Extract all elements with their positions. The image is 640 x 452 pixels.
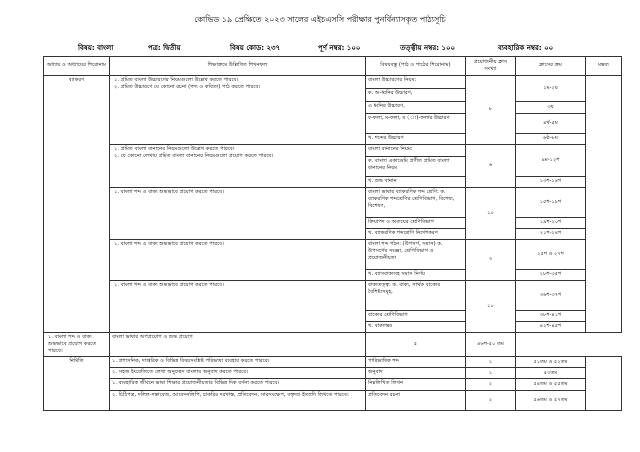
order-cell: ১৩শ-১৪শ xyxy=(516,177,586,188)
header-content: বিষয়বস্তু (পাঠ ও পাঠের শিরোনাম) xyxy=(366,57,466,76)
order-cell: ৩৮শ-৪১শ xyxy=(516,311,586,322)
table-row xyxy=(44,240,622,270)
order-cell: ২৮শ-৩৫শ xyxy=(516,270,586,281)
outcome-item: ২. প্রমিত উচ্চারণে যে কোনো রচনা (গদ্য ও কবিতা) পাঠ করতে পারবে। xyxy=(114,84,261,91)
header-order: ক্লাসের ক্রম xyxy=(516,57,586,76)
order-cell: ৬ষ্ঠ-৮ম xyxy=(516,134,586,145)
content-cell: বাক্যের শ্রেণিবিভাগ xyxy=(366,311,466,322)
content-cell: খ. শুদ্ধ বানান xyxy=(366,177,466,188)
outcome-item: ১. প্রশাসনিক, দাপ্তরিক ও বিভিন্ন বিষয়সংশ্লিষ্ট পরিভাষা ব্যবহার করতে পারবে। xyxy=(110,357,366,368)
outcome-item: ১. বাংলা শব্দ ও বাক্য শুদ্ধভাবে প্রয়োগ করতে পারবে। xyxy=(114,241,224,247)
content-cell: পারিভাষিক শব্দ xyxy=(366,357,466,368)
remarks-cell xyxy=(586,76,622,333)
chapter-composition: নির্মিতি xyxy=(44,357,110,411)
order-cell: ৯ম-১২শ xyxy=(516,145,586,177)
content-cell: বাংলা বানানের নিয়ম: xyxy=(366,145,466,157)
content-cell: প্রতিবেদন রচনা xyxy=(366,391,466,411)
table-row xyxy=(44,145,622,157)
content-cell: বাংলা উচ্চারণের নিয়ম: xyxy=(366,76,466,89)
order-cell: ৫৪তম ও ৫৫তম xyxy=(516,379,586,391)
table-row xyxy=(44,188,622,218)
order-cell: ৩৬শ-৩৭শ xyxy=(516,281,586,311)
content-cell: খ. বাক্যান্তর xyxy=(366,322,466,333)
header-classes: প্রয়োজনীয় ক্লাস সংখ্যা xyxy=(466,57,516,76)
practical-marks-label: ব্যবহারিক নম্বর: ০০ xyxy=(498,44,554,52)
order-cell: ৫১তম ও ৫২তম xyxy=(516,357,586,368)
class-count: ১০ xyxy=(466,281,516,333)
order-cell: ২১শ-২৪শ xyxy=(516,229,586,240)
order-cell: ৪র্থ-৫ম xyxy=(516,114,586,134)
table-row xyxy=(44,333,622,357)
content-cell: এ ধ্বনির উচ্চারণ, xyxy=(366,102,466,114)
order-cell: ১ম-২য় xyxy=(516,76,586,102)
remarks-cell xyxy=(586,357,622,411)
outcome-item: ১. বাংলা শব্দ ও বাক্য শুদ্ধভাবে প্রয়োগ করতে পারবে। xyxy=(48,334,97,355)
order-cell: ৪৬শ-৫০ তম xyxy=(466,333,516,357)
content-cell: বাংলা ভাষার ব্যাকরণিক শব্দ শ্রেণি: ক. ব্যাকরণিক শব্দশ্রেণির শ্রেণিবিভাগ, বিশেষ্য, বিশেষণ, xyxy=(366,188,466,218)
class-count: ৬ xyxy=(466,145,516,188)
table-row xyxy=(44,76,622,89)
class-count: ১ xyxy=(466,368,516,379)
outcomes-cell xyxy=(110,76,366,145)
class-count: ৩ xyxy=(466,240,516,281)
order-cell: ৫৬তম ও ৫৭তম xyxy=(516,391,586,411)
content-cell: খ. ব্যাকরণিক শব্দশ্রেণি নির্দেশকরণ xyxy=(366,229,466,240)
table-row xyxy=(44,391,622,411)
class-count: ৫ xyxy=(366,333,466,357)
content-cell: ক্রিয়াপদ ও অব্যয়ের শ্রেণিবিভাগ xyxy=(366,218,466,229)
outcome-item: ১. বাংলা শব্দ ও বাক্য শুদ্ধভাবে প্রয়োগ করতে পারবে। xyxy=(114,282,224,288)
content-cell: অনুবাদ xyxy=(366,368,466,379)
table-row xyxy=(44,357,622,368)
order-cell: ৪২শ-৪৫শ xyxy=(516,322,586,333)
outcomes-cell xyxy=(110,145,366,188)
class-count: ২ xyxy=(466,357,516,368)
header-remarks: মন্তব্য xyxy=(586,57,622,76)
theory-marks-label: তত্ত্বীয় নম্বর: ১০০ xyxy=(400,44,456,52)
content-cell: বাংলা ভাষার অপপ্রয়োগ ও শুদ্ধ প্রয়োগ xyxy=(110,333,366,357)
content-cell: খ. শব্দের উচ্চারণ xyxy=(366,134,466,145)
outcome-item: ১. প্রমিত বাংলা বানানের নিয়মগুলো উল্লেখ করতে পারবে। xyxy=(114,146,235,152)
outcome-item: ২. চিঠিপত্র, দলিল-দস্তাবেজ, আবেদনলিপি, চাকরির দরখাস্ত, প্রতিবেদন, সারসংক্ষেপ, বক্তৃতা ইত্যাদি লিখতে পারবে। xyxy=(110,391,366,411)
order-cell: ১৫শ-১৮শ xyxy=(516,188,586,218)
outcome-item: ১. প্রমিত বাংলা উচ্চারণের নিয়মগুলো উল্লেখ করতে পারবে। xyxy=(114,77,239,83)
class-count: ৮ xyxy=(466,76,516,145)
content-cell: ক. অ-ধ্বনির উচ্চারণ, xyxy=(366,89,466,102)
table-row xyxy=(44,368,622,379)
outcomes-cell xyxy=(110,281,366,333)
syllabus-table xyxy=(43,56,622,411)
outcome-item: ১. ব্যবহারিক জীবনে ভাষা শিক্ষার প্রয়োজনীয়তার বিভিন্ন দিক বর্ণনা করতে পারবে। xyxy=(110,379,366,391)
outcomes-cell xyxy=(44,333,110,357)
order-cell: ১৯শ-২০শ xyxy=(516,218,586,229)
subject-label: বিষয়: বাংলা xyxy=(78,44,114,52)
class-count: ২ xyxy=(466,391,516,411)
content-cell: ক. বাংলা একাডেমি প্রণীত প্রমিত বাংলা বানানের নিয়ম xyxy=(366,157,466,177)
content-cell: বাক্যতত্ত্ব: ক. বাক্য, সার্থক বাক্যের বৈশিষ্ট্যসমূহ, xyxy=(366,281,466,311)
header-outcomes: শিক্ষাক্রমে উল্লিখিত শিখনফল xyxy=(110,57,366,76)
subject-code-label: বিষয় কোড: ২৩৭ xyxy=(230,44,281,52)
content-cell: খ. ব্যাসবাক্যসহ সমাস নির্ণয় xyxy=(366,270,466,281)
outcome-item: ২. সহজ ইংরেজিতে লেখা অনুচ্ছেদ বাংলায় অনুবাদ করতে পারবে। xyxy=(110,368,366,379)
order-cell: ৩য় xyxy=(516,102,586,114)
outcome-item: ১. বাংলা শব্দ ও বাক্য শুদ্ধভাবে প্রয়োগ করতে পারবে। xyxy=(114,189,224,195)
header-chapter: অধ্যায় ও অধ্যায়ের শিরোনাম xyxy=(44,57,110,76)
content-cell: বাংলা শব্দ গঠন: (উপসর্গ, সমাস) ক. উপসর্গের সংজ্ঞা, শ্রেণিবিভাগ ও প্রয়োজনীয়তা xyxy=(366,240,466,270)
table-row xyxy=(44,379,622,391)
order-cell: ২৫শ ও ২৭শ xyxy=(516,240,586,270)
outcomes-cell xyxy=(110,188,366,240)
table-row xyxy=(44,281,622,311)
full-marks-label: পূর্ণ নম্বর: ১০০ xyxy=(318,44,361,52)
table-header-row xyxy=(44,57,622,76)
content-cell: ব-ফলা, ম-ফলা, য (্য)-ফলার উচ্চারণ xyxy=(366,114,466,134)
chapter-grammar: ব্যাকরণ xyxy=(44,76,110,333)
order-cell: ৫৩তম xyxy=(516,368,586,379)
outcome-item: ২. যে কোনো লেখায় প্রমিত বাংলা বানানের নিয়মগুলো প্রয়োগ করতে পারবে। xyxy=(114,153,274,160)
outcomes-cell xyxy=(110,240,366,281)
document-title: কোভিড ১৯ প্রেক্ষিতে ২০২৩ সালের এইচএসসি পরীক্ষার পুনর্বিন্যাসকৃত পাঠ্যসূচি xyxy=(194,15,446,24)
paper-label: পত্র: দ্বিতীয় xyxy=(148,44,181,52)
class-count: ২ xyxy=(466,379,516,391)
subject-meta xyxy=(0,42,640,54)
class-count: ১০ xyxy=(466,188,516,240)
content-cell: নিম্নলিখিত লিখন xyxy=(366,379,466,391)
